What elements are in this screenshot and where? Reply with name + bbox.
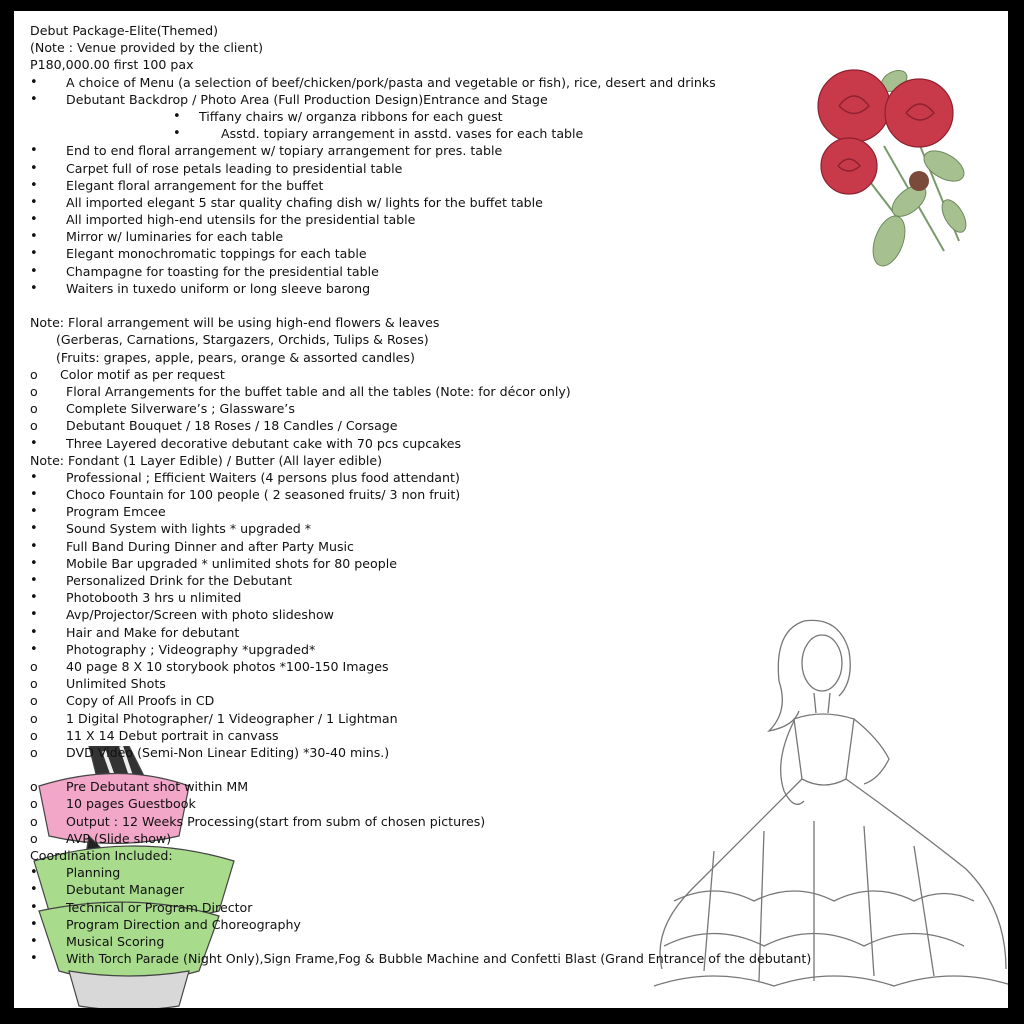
package-item — [30, 555, 990, 572]
bullet-marker: • — [30, 177, 38, 193]
package-item — [30, 194, 990, 211]
bullet-marker: • — [30, 951, 38, 967]
circle-marker: o — [30, 710, 38, 726]
package-text — [30, 22, 990, 967]
floral-note-flowers — [30, 331, 990, 348]
bullet-marker: • — [30, 624, 38, 640]
venue-note-text: (Note : Venue provided by the client) — [30, 40, 263, 56]
package-item — [30, 572, 990, 589]
bullet-marker: • — [30, 882, 38, 898]
bullet-marker: • — [30, 280, 38, 296]
floral-note-fruits-text: (Fruits: grapes, apple, pears, orange & assorted candles) — [56, 349, 415, 365]
package-item-text: Professional ; Efficient Waiters (4 persons plus food attendant) — [66, 469, 460, 485]
package-price-text: P180,000.00 first 100 pax — [30, 57, 194, 73]
package-item — [30, 589, 990, 606]
coordination-item — [30, 899, 990, 916]
circle-marker: o — [30, 796, 38, 812]
extra-item — [30, 778, 990, 795]
bullet-marker: • — [30, 641, 38, 657]
bullet-marker: • — [30, 160, 38, 176]
bullet-marker: • — [173, 108, 181, 124]
package-subitem — [30, 417, 990, 434]
bullet-marker: • — [173, 126, 181, 142]
bullet-marker: • — [30, 933, 38, 949]
package-item-text: Choco Fountain for 100 people ( 2 seasoned fruits/ 3 non fruit) — [66, 487, 461, 503]
photo-item-text: 11 X 14 Debut portrait in canvass — [66, 727, 279, 743]
package-item-text: Champagne for toasting for the presidential table — [66, 263, 379, 279]
package-item-text: Waiters in tuxedo uniform or long sleeve barong — [66, 280, 371, 296]
fondant-note — [30, 452, 990, 469]
package-item-text: Elegant monochromatic toppings for each table — [66, 246, 367, 262]
package-item — [30, 74, 990, 91]
photo-item — [30, 692, 990, 709]
cake-item — [30, 435, 990, 452]
circle-marker: o — [30, 693, 38, 709]
package-subitem-text: Floral Arrangements for the buffet table and all the tables (Note: for décor only) — [66, 383, 571, 399]
fondant-note-text: Note: Fondant (1 Layer Edible) / Butter (All layer edible) — [30, 452, 383, 468]
package-item-text: Hair and Make for debutant — [66, 624, 240, 640]
bullet-marker: • — [30, 229, 38, 245]
photo-item-text: Copy of All Proofs in CD — [66, 693, 215, 709]
coordination-item — [30, 916, 990, 933]
bullet-marker: • — [30, 143, 38, 159]
package-item — [30, 624, 990, 641]
floral-note — [30, 314, 990, 331]
circle-marker: o — [30, 830, 38, 846]
photo-item-text: Unlimited Shots — [66, 676, 166, 692]
venue-note — [30, 39, 990, 56]
bullet-marker: • — [30, 865, 38, 881]
package-item-text: Sound System with lights * upgraded * — [66, 521, 312, 537]
package-item-text: A choice of Menu (a selection of beef/chicken/pork/pasta and vegetable or fish), rice, desert and drinks — [66, 74, 716, 90]
circle-marker: o — [30, 366, 38, 382]
bullet-marker: • — [30, 74, 38, 90]
bullet-marker: • — [30, 246, 38, 262]
package-title — [30, 22, 990, 39]
extra-item — [30, 795, 990, 812]
coordination-heading — [30, 847, 990, 864]
coordination-item-text: Technical or Program Director — [66, 899, 253, 915]
package-item — [30, 177, 990, 194]
coordination-item-text: Musical Scoring — [66, 933, 165, 949]
package-item-text: Debutant Backdrop / Photo Area (Full Production Design)Entrance and Stage — [66, 91, 548, 107]
bullet-marker: • — [30, 899, 38, 915]
package-item — [30, 91, 990, 108]
package-subitem-text: Asstd. topiary arrangement in asstd. vases for each table — [221, 126, 584, 142]
circle-marker: o — [30, 401, 38, 417]
color-motif — [30, 366, 990, 383]
coordination-item — [30, 864, 990, 881]
package-item-text: Carpet full of rose petals leading to presidential table — [66, 160, 403, 176]
package-item — [30, 520, 990, 537]
package-subitem — [30, 125, 990, 142]
extra-item-text: Output : 12 Weeks Processing(start from subm of chosen pictures) — [66, 813, 486, 829]
color-motif-text: Color motif as per request — [60, 366, 225, 382]
package-item — [30, 503, 990, 520]
bullet-marker: • — [30, 263, 38, 279]
package-item-text: Full Band During Dinner and after Party Music — [66, 538, 354, 554]
package-subitem-text: Complete Silverware’s ; Glassware’s — [66, 401, 295, 417]
coordination-heading-text: Coordination Included: — [30, 848, 173, 863]
bullet-marker: • — [30, 487, 38, 503]
spacer — [30, 761, 990, 778]
bullet-marker: • — [30, 521, 38, 537]
package-item-text: End to end floral arrangement w/ topiary arrangement for pres. table — [66, 143, 503, 159]
bullet-marker: • — [30, 573, 38, 588]
bullet-marker: • — [30, 555, 38, 571]
cake-item-text: Three Layered decorative debutant cake with 70 pcs cupcakes — [66, 435, 462, 451]
package-item — [30, 228, 990, 245]
circle-marker: o — [30, 813, 38, 829]
bullet-marker: • — [30, 504, 38, 520]
bullet-marker: • — [30, 607, 38, 623]
coordination-item-text: Planning — [66, 865, 121, 881]
package-item — [30, 606, 990, 623]
circle-marker: o — [30, 727, 38, 743]
extra-item-text: AVP (Slide show) — [66, 830, 172, 846]
floral-note-flowers-text: (Gerberas, Carnations, Stargazers, Orchids, Tulips & Roses) — [56, 332, 429, 348]
extra-item-text: Pre Debutant shot within MM — [66, 779, 249, 795]
spacer — [30, 297, 990, 314]
photo-item — [30, 744, 990, 761]
extra-item-text: 10 pages Guestbook — [66, 796, 196, 812]
package-item — [30, 245, 990, 262]
package-item — [30, 211, 990, 228]
package-item-text: All imported high-end utensils for the presidential table — [66, 212, 416, 228]
circle-marker: o — [30, 676, 38, 692]
package-item-text: Personalized Drink for the Debutant — [66, 573, 293, 588]
circle-marker: o — [30, 658, 38, 674]
extra-item — [30, 830, 990, 847]
photo-item — [30, 727, 990, 744]
bullet-marker: • — [30, 538, 38, 554]
coordination-item — [30, 950, 990, 967]
bullet-marker: • — [30, 469, 38, 485]
package-price — [30, 56, 990, 73]
package-item-text: All imported elegant 5 star quality chafing dish w/ lights for the buffet table — [66, 194, 543, 210]
coordination-item-text: With Torch Parade (Night Only),Sign Frame,Fog & Bubble Machine and Confetti Blast (Grand Entrance of the debutant) — [66, 951, 812, 967]
package-subitem — [30, 383, 990, 400]
package-item-text: Photobooth 3 hrs u nlimited — [66, 590, 242, 606]
bullet-marker: • — [30, 916, 38, 932]
photo-item-text: 40 page 8 X 10 storybook photos *100-150 Images — [66, 658, 389, 674]
photo-item — [30, 710, 990, 727]
bullet-marker: • — [30, 435, 38, 451]
package-subitem — [30, 108, 990, 125]
circle-marker: o — [30, 779, 38, 795]
package-item-text: Avp/Projector/Screen with photo slideshow — [66, 607, 334, 623]
bullet-marker: • — [30, 91, 38, 107]
bullet-marker: • — [30, 212, 38, 228]
package-item — [30, 469, 990, 486]
package-item — [30, 142, 990, 159]
package-item — [30, 263, 990, 280]
package-item — [30, 538, 990, 555]
photo-item-text: DVD Video (Semi-Non Linear Editing) *30-40 mins.) — [66, 744, 390, 760]
package-item-text: Mirror w/ luminaries for each table — [66, 229, 284, 245]
package-title-text: Debut Package-Elite(Themed) — [30, 23, 219, 38]
package-item-text: Photography ; Videography *upgraded* — [66, 641, 316, 657]
coordination-item-text: Program Direction and Choreography — [66, 916, 301, 932]
circle-marker: o — [30, 744, 38, 760]
package-item — [30, 280, 990, 297]
photo-item — [30, 658, 990, 675]
floral-note-text: Note: Floral arrangement will be using high-end flowers & leaves — [30, 315, 440, 331]
package-item — [30, 641, 990, 658]
coordination-item — [30, 881, 990, 898]
circle-marker: o — [30, 383, 38, 399]
package-subitem-text: Debutant Bouquet / 18 Roses / 18 Candles / Corsage — [66, 418, 398, 434]
coordination-item-text: Debutant Manager — [66, 882, 185, 898]
package-item-text: Mobile Bar upgraded * unlimited shots for 80 people — [66, 555, 397, 571]
circle-marker: o — [30, 418, 38, 434]
package-item — [30, 486, 990, 503]
package-item — [30, 160, 990, 177]
floral-note-fruits — [30, 349, 990, 366]
package-item-text: Elegant floral arrangement for the buffet — [66, 177, 324, 193]
package-subitem — [30, 400, 990, 417]
bullet-marker: • — [30, 194, 38, 210]
package-item-text: Program Emcee — [66, 504, 166, 520]
coordination-item — [30, 933, 990, 950]
bullet-marker: • — [30, 590, 38, 606]
photo-item — [30, 675, 990, 692]
extra-item — [30, 813, 990, 830]
package-subitem-text: Tiffany chairs w/ organza ribbons for each guest — [199, 108, 503, 124]
photo-item-text: 1 Digital Photographer/ 1 Videographer / 1 Lightman — [66, 710, 398, 726]
document-page — [14, 11, 1008, 1008]
